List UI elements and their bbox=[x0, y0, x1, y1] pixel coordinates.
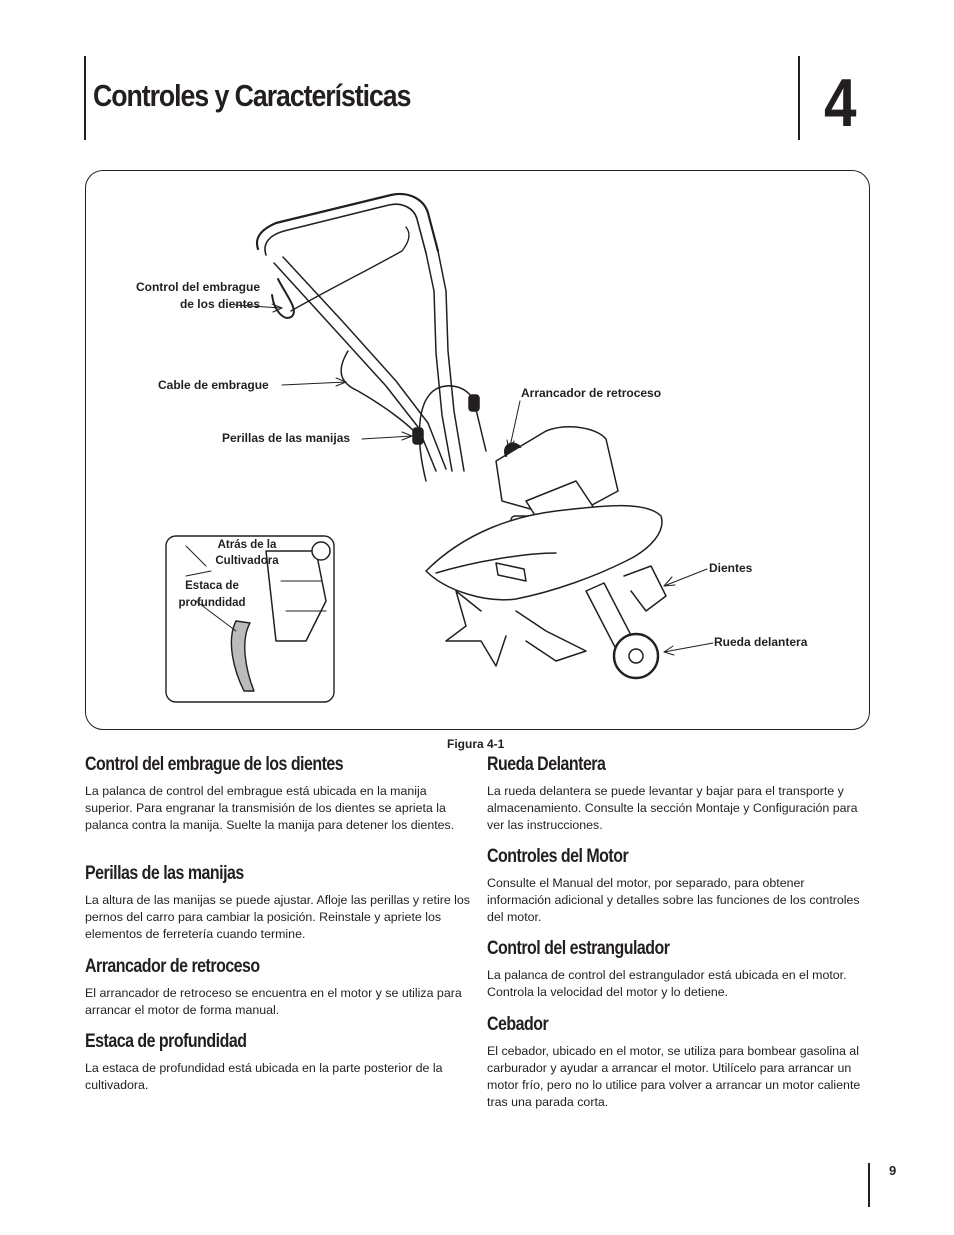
section-heading: Controles del Motor bbox=[487, 846, 629, 867]
section-engine-controls bbox=[487, 845, 872, 926]
chapter-divider-rule bbox=[798, 56, 800, 140]
section-primer bbox=[487, 1013, 872, 1111]
page-number: 9 bbox=[889, 1163, 897, 1178]
footer-rule bbox=[868, 1163, 870, 1207]
section-body: La estaca de profundidad está ubicada en la parte posterior de la cultivadora. bbox=[85, 1061, 443, 1092]
callout-recoil-starter: Arrancador de retroceso bbox=[521, 386, 662, 400]
callout-tines: Dientes bbox=[709, 561, 753, 575]
section-body: La palanca de control del estrangulador está ubicada en el motor. Controla la velocidad del motor y lo detiene. bbox=[487, 968, 847, 999]
section-heading: Estaca de profundidad bbox=[85, 1031, 247, 1052]
chapter-number: 4 bbox=[824, 65, 857, 141]
inset-callout-depth-stake: Estaca de profundidad bbox=[178, 580, 246, 609]
section-depth-stake bbox=[85, 1030, 470, 1094]
title-left-rule bbox=[84, 56, 86, 140]
section-recoil-starter bbox=[85, 955, 470, 1019]
section-heading: Perillas de las manijas bbox=[85, 863, 244, 884]
figure-panel bbox=[85, 170, 870, 730]
section-body: La rueda delantera se puede levantar y bajar para el transporte y almacenamiento. Consulte la sección Montaje y Configuración para ver las instrucciones. bbox=[487, 784, 858, 832]
section-body: El cebador, ubicado en el motor, se utiliza para bombear gasolina al carburador y ayudar a arrancar el motor. Utilícelo para arrancar un motor frío, pero no lo utilice para volver a arrancar un motor caliente tras una parada corta. bbox=[487, 1044, 861, 1109]
section-handle-knobs bbox=[85, 862, 470, 943]
section-heading: Control del estrangulador bbox=[487, 938, 670, 959]
inset-callout-rear: Atrás de la Cultivadora bbox=[215, 539, 279, 567]
callout-handle-knobs: Perillas de las manijas bbox=[222, 431, 351, 445]
callout-front-wheel: Rueda delantera bbox=[714, 635, 808, 649]
section-body: La palanca de control del embrague está ubicada en la manija superior. Para engranar la transmisión de los dientes se aprieta la palanca contra la manija. Suelte la manija para detener los dientes. bbox=[85, 784, 455, 832]
section-heading: Arrancador de retroceso bbox=[85, 956, 260, 977]
section-heading: Rueda Delantera bbox=[487, 754, 606, 775]
section-body: La altura de las manijas se puede ajustar. Afloje las perillas y retire los pernos del carro para cambiar la posición. Reinstale y apriete los elementos de ferretería cuando termine. bbox=[85, 893, 471, 941]
section-heading: Cebador bbox=[487, 1014, 549, 1035]
callout-clutch-cable: Cable de embrague bbox=[158, 378, 269, 392]
page-title: Controles y Características bbox=[93, 78, 411, 113]
section-front-wheel bbox=[487, 753, 872, 834]
section-tine-clutch bbox=[85, 753, 470, 834]
section-choke bbox=[487, 937, 872, 1001]
callout-tine-clutch: Control del embrague de los dientes bbox=[135, 280, 260, 311]
section-body: El arrancador de retroceso se encuentra en el motor y se utiliza para arrancar el motor de forma manual. bbox=[85, 986, 462, 1017]
section-heading: Control del embrague de los dientes bbox=[85, 754, 344, 775]
section-body: Consulte el Manual del motor, por separado, para obtener información adicional y detalles sobre las funciones de los controles del motor. bbox=[487, 876, 860, 924]
figure-caption: Figura 4-1 bbox=[447, 737, 505, 751]
